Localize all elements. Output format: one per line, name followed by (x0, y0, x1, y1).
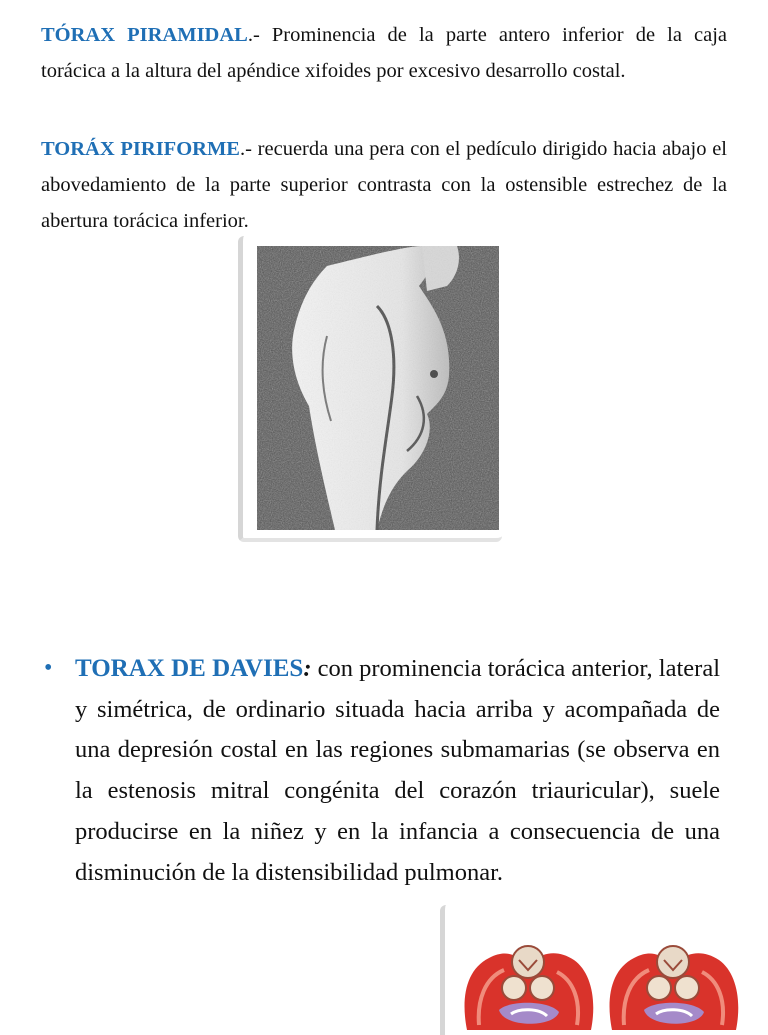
definition-torax-piriforme: .- recuerda una pera con el pedículo dirigido hacia abajo el abovedamiento de la parte superior contrasta con la ostensible estrechez de la abertura torácica inferior. (41, 138, 727, 232)
term-torax-de-davies: TORAX DE DAVIES (75, 655, 304, 682)
term-torax-piriforme: TORÁX PIRIFORME (41, 138, 240, 160)
definition-torax-piramidal: .- Prominencia de la parte antero inferior de la caja torácica a la altura del apéndice xifoides por excesivo desarrollo costal. (41, 24, 727, 82)
heart-illustration-2 (604, 940, 742, 1030)
bullet-icon: • (44, 655, 53, 681)
paragraph-torax-piramidal (41, 17, 727, 89)
paragraph-torax-piriforme (41, 131, 727, 239)
torax-piriforme-photo (257, 246, 499, 530)
paragraph-torax-de-davies (75, 649, 720, 893)
figure-frame-hearts (440, 905, 453, 1035)
definition-torax-de-davies: con prominencia torácica anterior, lateral y simétrica, de ordinario situada hacia arriba y acompañada de una depresión costal en las regiones submamarias (se observa en la estenosis mitral congénita del corazón triauricular), suele producirse en la niñez y en la infancia a consecuencia de una disminución de la distensibilidad pulmonar. (75, 655, 721, 886)
term-torax-piramidal: TÓRAX PIRAMIDAL (41, 24, 248, 46)
heart-illustration-1 (459, 940, 597, 1030)
term-colon: : (303, 655, 312, 682)
